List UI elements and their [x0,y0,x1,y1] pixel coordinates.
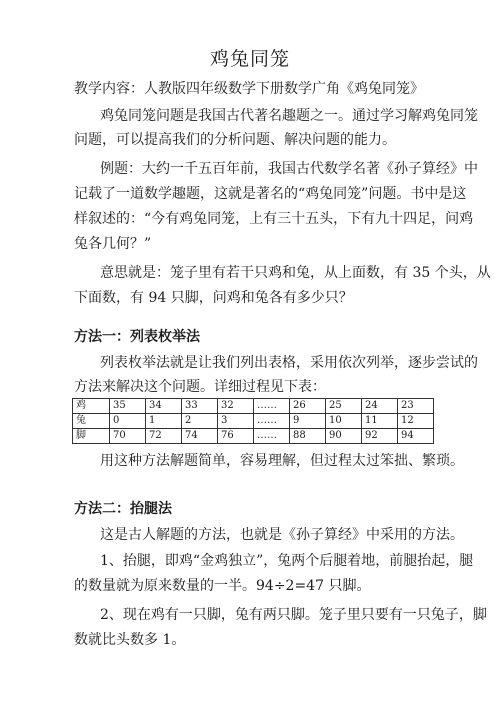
step-two-line-2: 数就比头数多 1。 [74,632,186,648]
table-row [73,429,434,444]
table-cell: 33 [182,399,218,414]
table-cell: 10 [326,414,362,429]
table-row-label: 兔 [73,414,110,429]
example-paragraph-line-1: 例题：大约一千五百年前，我国古代数学名著《孙子算经》中 [100,161,478,177]
enumeration-table [72,398,434,444]
table-cell: 3 [218,414,254,429]
table-cell: 72 [146,429,182,444]
table-cell: 92 [362,429,398,444]
table-cell: 70 [110,429,146,444]
table-cell: …… [254,429,290,444]
table-cell: 11 [362,414,398,429]
step-one-line-2: 的数量就为原来数量的一半。94÷2=47 只脚。 [74,578,371,594]
table-cell: 0 [110,414,146,429]
method-two-line-1: 这是古人解题的方法，也就是《孙子算经》中采用的方法。 [100,527,464,543]
table-cell: 23 [398,399,434,414]
method-one-heading: 方法一：列表枚举法 [74,329,200,345]
meaning-paragraph-line-1: 意思就是：笼子里有若干只鸡和兔，从上面数，有 35 个头，从 [100,265,491,281]
intro-paragraph-line-2: 问题，可以提高我们的分析问题、解决问题的能力。 [74,132,396,148]
table-cell: 26 [290,399,326,414]
teaching-content-line: 教学内容：人教版四年级数学下册数学广角《鸡兔同笼》 [74,81,424,97]
method-two-heading: 方法二：抬腿法 [74,501,172,517]
table-cell: 24 [362,399,398,414]
table-row [73,399,434,414]
table-cell: 25 [326,399,362,414]
table-cell: …… [254,399,290,414]
example-paragraph-line-4: 兔各几何？” [74,236,152,252]
table-cell: 9 [290,414,326,429]
table-cell: 74 [182,429,218,444]
table-row [73,414,434,429]
method-one-conclusion: 用这种方法解题简单，容易理解，但过程太过笨拙、繁琐。 [100,453,464,469]
step-one-line-1: 1、抬腿，即鸡“金鸡独立”，兔两个后腿着地，前腿抬起，腿 [100,553,474,569]
table-cell: …… [254,414,290,429]
intro-paragraph-line-1: 鸡兔同笼问题是我国古代著名趣题之一。通过学习解鸡兔同笼 [100,108,478,124]
table-cell: 12 [398,414,434,429]
table-cell: 90 [326,429,362,444]
table-cell: 32 [218,399,254,414]
method-one-line-2: 方法来解决这个问题。详细过程见下表： [74,379,326,395]
table-cell: 94 [398,429,434,444]
table-cell: 1 [146,414,182,429]
table-cell: 76 [218,429,254,444]
step-two-line-1: 2、现在鸡有一只脚，兔有两只脚。笼子里只要有一只兔子，脚 [100,607,487,623]
table-row-label: 鸡 [73,399,110,414]
example-paragraph-line-3: 样叙述的：“今有鸡兔同笼，上有三十五头，下有九十四足，问鸡 [74,211,474,227]
table-cell: 35 [110,399,146,414]
table-cell: 88 [290,429,326,444]
table-row-label: 脚 [73,429,110,444]
example-paragraph-line-2: 记载了一道数学趣题，这就是著名的“鸡兔同笼”问题。书中是这 [74,186,467,202]
document-title: 鸡兔同笼 [209,48,290,70]
meaning-paragraph-line-2: 下面数，有 94 只脚，问鸡和兔各有多少只？ [74,290,353,306]
table-cell: 34 [146,399,182,414]
method-one-line-1: 列表枚举法就是让我们列出表格，采用依次列举，逐步尝试的 [100,355,478,371]
table-cell: 2 [182,414,218,429]
